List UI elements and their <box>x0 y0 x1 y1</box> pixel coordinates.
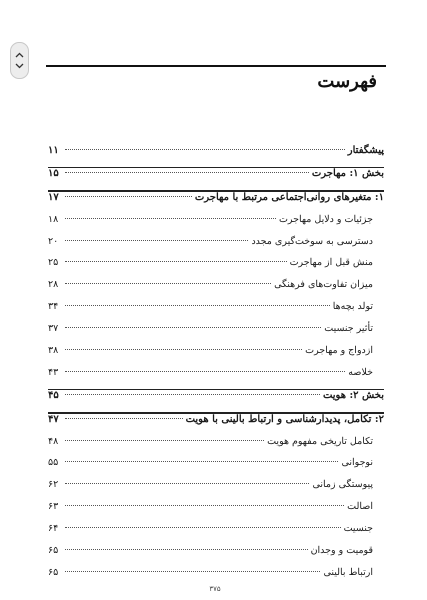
dot-leader <box>65 218 276 219</box>
dot-leader <box>65 172 309 173</box>
toc-entry-page: ۴۷ <box>48 413 59 425</box>
toc-entry-page: ۳۷ <box>48 323 59 335</box>
header-rule <box>46 65 386 67</box>
toc-entry-label: جزئیات و دلایل مهاجرت <box>278 213 373 225</box>
toc-entry-page: ۲۵ <box>48 257 59 269</box>
toc-entry-label: تولد بچه‌ها <box>332 301 373 313</box>
toc-entry-label: ارتباط بالینی <box>323 566 373 578</box>
dot-leader <box>65 440 264 441</box>
toc-entry[interactable] <box>46 457 386 479</box>
toc-entry-page: ۳۸ <box>48 345 59 357</box>
toc-entry[interactable] <box>46 479 386 501</box>
toc-entry[interactable] <box>46 436 386 458</box>
toc-entry[interactable] <box>46 192 386 214</box>
toc-entry[interactable] <box>46 279 386 301</box>
dot-leader <box>65 371 345 372</box>
dot-leader <box>65 240 248 241</box>
dot-leader <box>65 549 308 550</box>
dot-leader <box>65 261 287 262</box>
toc-entry[interactable] <box>46 345 386 367</box>
page-title: فهرست <box>317 71 377 92</box>
toc-entry-label: منش قبل از مهاجرت <box>289 257 373 269</box>
dot-leader <box>65 305 330 306</box>
dot-leader <box>65 196 192 197</box>
chevron-down-icon[interactable] <box>14 61 26 72</box>
dot-leader <box>65 571 320 572</box>
toc-entry[interactable] <box>46 523 386 545</box>
toc-entry-label: پیوستگی زمانی <box>312 479 373 491</box>
toc-entry-label: ۲: تکامل، پدیدارشناسی و ارتباط بالینی با هویت <box>185 413 384 425</box>
toc-entry[interactable] <box>46 323 386 345</box>
toc-entry-label: میزان تفاوت‌های فرهنگی <box>274 279 373 291</box>
toc-entry[interactable] <box>46 301 386 323</box>
toc-entry-page: ۶۴ <box>48 523 59 535</box>
toc-entry[interactable] <box>46 414 386 436</box>
dot-leader <box>65 483 309 484</box>
page-nav-control <box>10 42 29 79</box>
toc-entry-page: ۴۸ <box>48 435 59 447</box>
toc-entry[interactable] <box>46 545 386 567</box>
toc-entry-page: ۴۵ <box>48 390 59 402</box>
toc-entry-label: اصالت <box>347 501 373 513</box>
toc-entry-page: ۱۵ <box>48 168 59 180</box>
toc-entry[interactable] <box>46 145 386 167</box>
toc-entry[interactable] <box>46 214 386 236</box>
toc-entry-page: ۱۱ <box>48 145 59 156</box>
toc-entry-page: ۶۵ <box>48 566 59 578</box>
toc-entry-label: ۱: متغیرهای روانی‌اجتماعی مرتبط با مهاجرت <box>194 191 384 203</box>
toc-entry-page: ۶۲ <box>48 479 59 491</box>
toc-entry-label: پیشگفتار <box>347 145 384 156</box>
dot-leader <box>65 149 345 150</box>
dot-leader <box>65 349 302 350</box>
toc-entry-page: ۲۰ <box>48 235 59 247</box>
toc-entry[interactable] <box>46 501 386 523</box>
toc-entry-label: خلاصه <box>348 366 373 378</box>
toc-entry-label: بخش ۲: هویت <box>322 390 384 402</box>
toc-entry[interactable] <box>46 390 386 412</box>
toc-entry-page: ۱۷ <box>48 191 59 203</box>
page-number: ۳۷۵ <box>209 585 221 593</box>
dot-leader <box>65 394 320 395</box>
toc-entry[interactable] <box>46 257 386 279</box>
toc-entry-label: تکامل تاریخی مفهوم هویت <box>267 435 373 447</box>
toc-entry-label: قومیت و وجدان <box>310 545 373 557</box>
toc-entry-page: ۳۴ <box>48 301 59 313</box>
toc-entry-label: دسترسی به سوخت‌گیری مجدد <box>251 235 373 247</box>
toc-entry-label: بخش ۱: مهاجرت <box>311 168 384 180</box>
toc-entry[interactable] <box>46 236 386 258</box>
toc-entry-page: ۱۸ <box>48 213 59 225</box>
toc-entry-page: ۲۸ <box>48 279 59 291</box>
toc-entry-label: نوجوانی <box>341 457 373 469</box>
chevron-up-icon[interactable] <box>14 50 26 61</box>
toc-entry-label: جنسیت <box>343 523 373 535</box>
toc-entry[interactable] <box>46 367 386 389</box>
toc-entry-page: ۶۵ <box>48 545 59 557</box>
dot-leader <box>65 505 344 506</box>
dot-leader <box>65 461 338 462</box>
toc-entry-page: ۴۳ <box>48 366 59 378</box>
dot-leader <box>65 527 341 528</box>
table-of-contents <box>46 145 386 589</box>
dot-leader <box>65 327 321 328</box>
toc-entry-label: تأثیر جنسیت <box>324 323 373 335</box>
toc-entry[interactable] <box>46 168 386 190</box>
dot-leader <box>65 418 183 419</box>
dot-leader <box>65 283 271 284</box>
toc-entry-page: ۵۵ <box>48 457 59 469</box>
toc-entry-page: ۶۳ <box>48 501 59 513</box>
toc-entry-label: ازدواج و مهاجرت <box>305 345 373 357</box>
